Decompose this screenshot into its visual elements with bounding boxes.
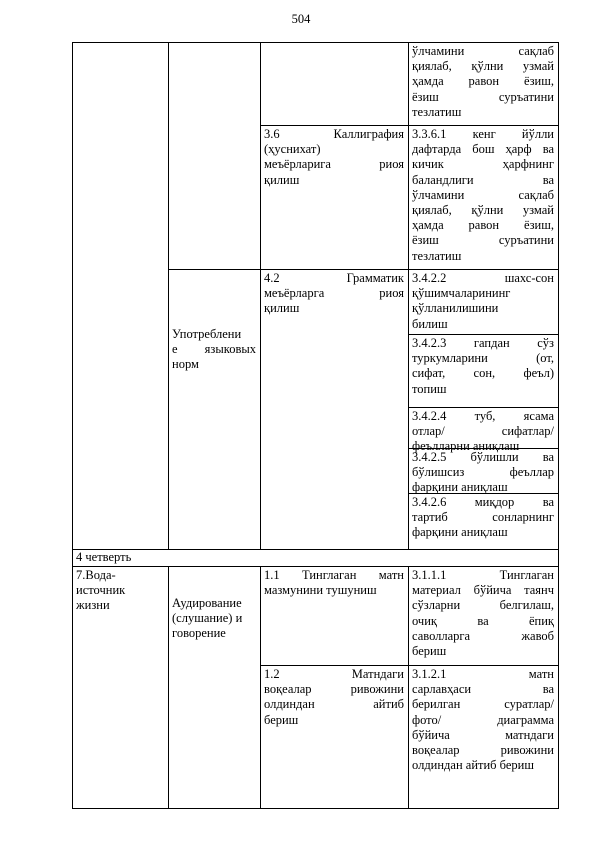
cell-line: 4.2 Грамматик [264,271,404,285]
cell-line: бўйича матндаги [412,727,554,742]
area-cell [172,327,256,373]
cell-line: воқеалар ривожини [412,743,554,758]
cell-line: берилган суратлар/ [412,697,554,712]
row-divider [408,334,559,335]
cell-line: 3.4.2.6 миқдор ва [412,495,554,509]
cell-line: фото/ диаграмма [412,712,554,727]
cell-line: фарқини аниқлаш [412,480,508,495]
outcome-cell [412,495,554,541]
cell-line: тезлатиш [412,248,462,263]
cell-line: ўлчамини сақлаб [412,187,554,202]
cell-line: феълларни аниқлаш [412,439,520,454]
cell-line: очиқ ва ёпиқ [412,613,554,628]
cell-line: қўлланилишини [412,301,499,316]
cell-line: говорение [172,626,226,641]
cell-line: 3.4.2.2 шахс-сон [412,271,554,285]
row-divider [168,269,559,270]
outcome-cell [412,127,554,264]
area-cell [172,596,256,642]
cell-line: отлар/ сифатлар/ [412,424,554,439]
cell-line: олдиндан айтиб бериш [412,758,534,773]
outcome-cell [412,44,554,120]
column-divider [168,42,169,550]
cell-line: олдиндан айтиб [264,697,404,712]
row-divider [260,125,559,126]
cell-line: 1.1 Тинглаган матн [264,568,404,582]
column-divider [260,42,261,550]
cell-line: туркумларини (от, [412,351,554,366]
cell-line: 1.2 Матндаги [264,667,404,681]
cell-line: қилиш [264,301,300,316]
cell-line: 7.Вода- [76,568,116,582]
cell-line: е языковых [172,342,256,357]
cell-line: 3.1.2.1 матн [412,667,554,681]
cell-line: 3.4.2.3 гапдан сўз [412,336,554,350]
cell-line: бўлишсиз феъллар [412,465,554,480]
cell-line: қилиш [264,172,300,187]
outcome-cell [412,336,554,397]
curriculum-table [72,42,558,808]
cell-line: меъёрларга риоя [264,286,404,301]
table-border-right [558,42,559,809]
cell-line: источник [76,583,126,598]
cell-line: (ҳуснихат) [264,142,321,157]
cell-line: воқеалар ривожини [264,682,404,697]
outcome-cell [412,409,554,455]
cell-line: ўлчамини сақлаб [412,44,554,58]
cell-line: билиш [412,316,448,331]
cell-line: қиялаб, қўлни узмай [412,59,554,74]
cell-line: кичик ҳарфнинг [412,157,554,172]
cell-line: 3.1.1.1 Тинглаган [412,568,554,582]
cell-line: ёзиш суръатини [412,233,554,248]
cell-line: Употреблени [172,327,242,341]
cell-line: баландлиги ва [412,172,554,187]
cell-line: қўшимчаларининг [412,286,511,301]
objective-cell [264,667,404,728]
cell-line: ҳамда равон ёзиш, [412,218,554,233]
quarter-row-label: 4 четверть [76,550,132,564]
cell-line: мазмунини тушуниш [264,583,377,598]
page-number: 504 [291,12,311,26]
cell-line: саволларга жавоб [412,628,554,643]
objective-cell [264,271,404,317]
cell-line: жизни [76,598,110,613]
cell-line: фарқини аниқлаш [412,525,508,540]
cell-line: тартиб сонларнинг [412,510,554,525]
column-divider [408,42,409,550]
cell-line: бериш [412,644,447,659]
cell-line: Аудирование [172,596,242,610]
cell-line: бериш [264,712,299,727]
cell-line: материал бўйича таянч [412,583,554,598]
objective-cell [264,568,404,598]
cell-line: дафтарда бош ҳарф ва [412,142,554,157]
topic-cell [76,568,164,614]
cell-line: топиш [412,381,447,396]
cell-line: меъёрларига риоя [264,157,404,172]
row-divider [408,407,559,408]
column-divider [168,566,169,809]
column-divider [408,566,409,809]
cell-line: тезлатиш [412,104,462,119]
cell-line: сарлавҳаси ва [412,682,554,697]
cell-line: 3.3.6.1 кенг йўлли [412,127,554,141]
table-border-top [72,42,559,43]
table-border-left [72,42,73,809]
row-divider [72,549,559,550]
outcome-cell [412,450,554,496]
cell-line: норм [172,357,199,372]
outcome-cell [412,271,554,332]
cell-line: 3.6 Каллиграфия [264,127,404,141]
objective-cell [264,127,404,188]
cell-line: сўзларни белгилаш, [412,598,554,613]
row-divider [260,665,559,666]
outcome-cell [412,667,554,773]
cell-line: қиялаб, қўлни узмай [412,203,554,218]
cell-line: (слушание) и [172,611,243,626]
cell-line: 3.4.2.5 бўлишли ва [412,450,554,464]
table-border-bottom [72,808,559,809]
cell-line: ёзиш суръатини [412,89,554,104]
row-divider [72,566,559,567]
cell-line: ҳамда равон ёзиш, [412,74,554,89]
column-divider [260,566,261,809]
cell-line: 3.4.2.4 туб, ясама [412,409,554,423]
outcome-cell [412,568,554,659]
cell-line: сифат, сон, феъл) [412,366,554,381]
